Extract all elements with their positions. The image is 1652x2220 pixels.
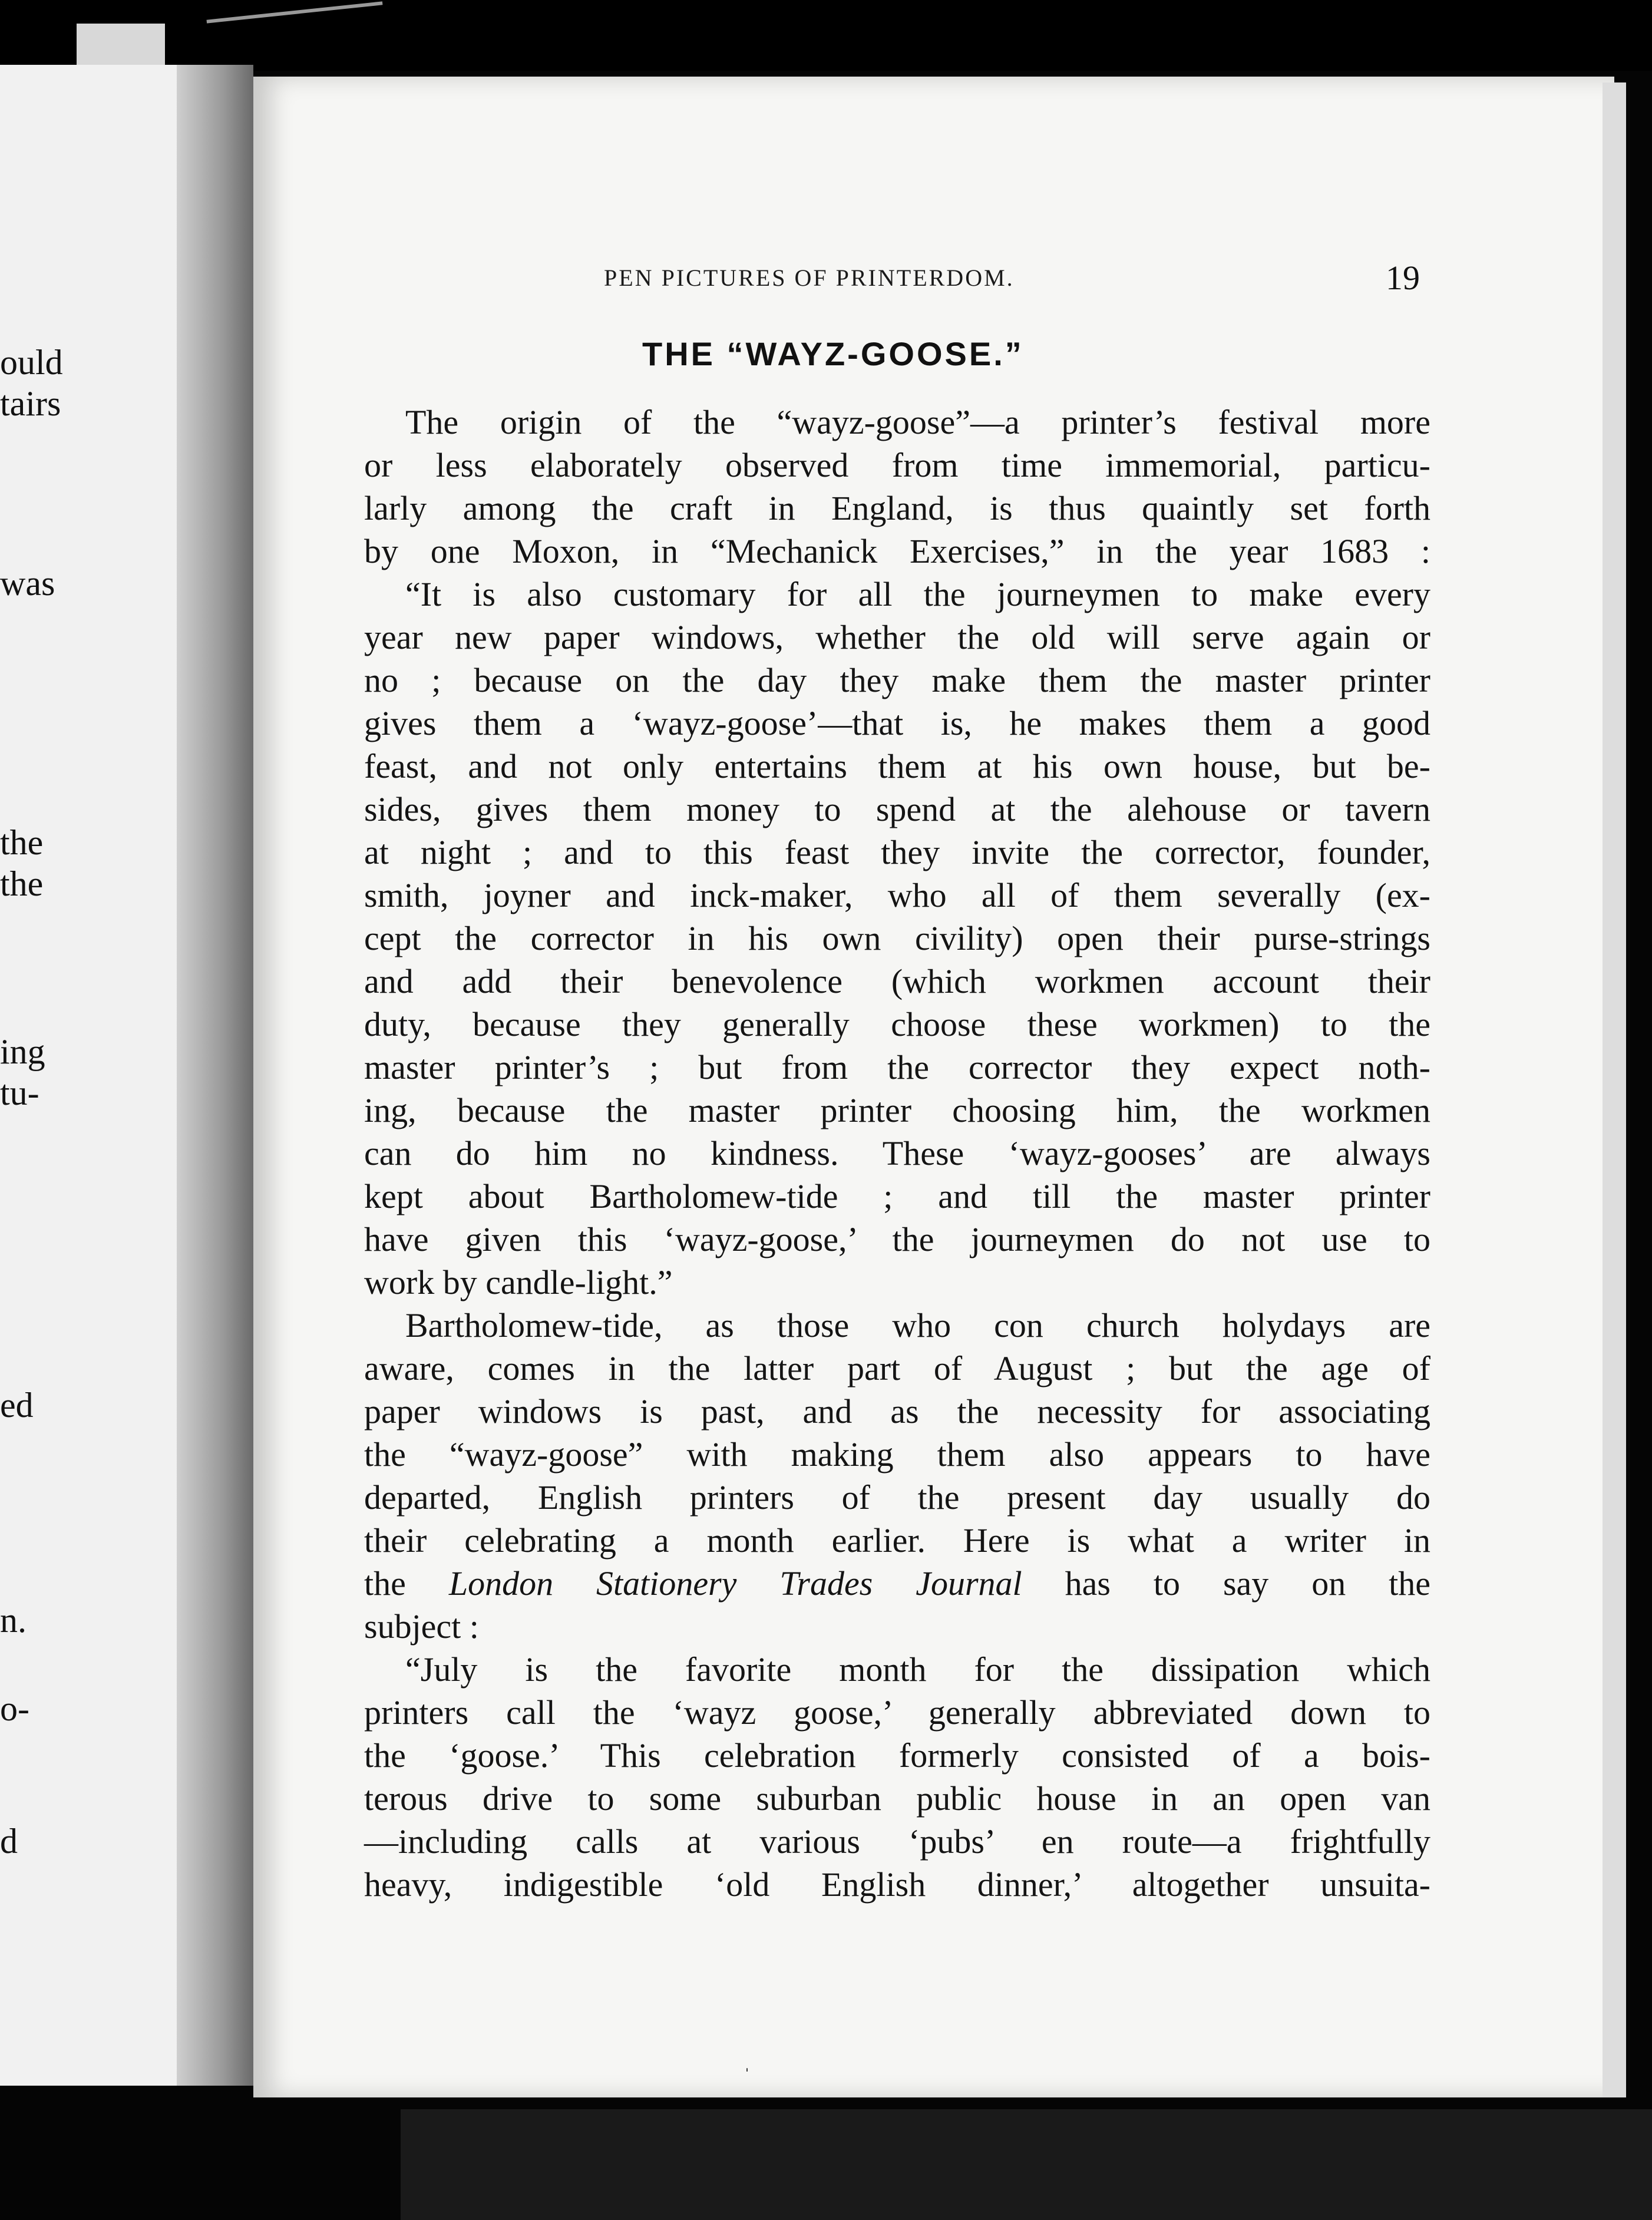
body-line: printers call the ‘wayz goose,’ generally abbreviated down to: [364, 1693, 1430, 1732]
body-line: heavy, indigestible ‘old English dinner,’ altogether unsuita-: [364, 1865, 1430, 1904]
left-page-fragment: tu-: [0, 1073, 39, 1112]
body-line: or less elaborately observed from time immemorial, particu-: [364, 446, 1430, 484]
body-line: can do him no kindness. These ‘wayz-gooses’ are always: [364, 1134, 1430, 1172]
body-line: cept the corrector in his own civility) open their purse-strings: [364, 919, 1430, 957]
stray-ink-mark: ˌ: [744, 2048, 751, 2072]
body-line: [364, 1562, 1430, 1605]
body-text: [364, 401, 1430, 1906]
left-page-fragment: was: [0, 564, 55, 603]
left-page-fragment: ould: [0, 343, 63, 382]
book-gutter: [177, 65, 253, 2086]
page-edge: [1603, 82, 1626, 2097]
left-page-fragment: n.: [0, 1601, 27, 1640]
body-line: have given this ‘wayz-goose,’ the journeymen do not use to: [364, 1220, 1430, 1258]
page-number: 19: [1386, 259, 1420, 297]
body-line: and add their benevolence (which workmen account their: [364, 962, 1430, 1000]
left-page-fragment: o-: [0, 1689, 29, 1728]
body-line: year new paper windows, whether the old will serve again or: [364, 618, 1430, 656]
body-line: duty, because they generally choose these workmen) to the: [364, 1005, 1430, 1043]
chapter-title: THE “WAYZ-GOOSE.”: [642, 335, 1024, 372]
left-page-fragment: the: [0, 864, 44, 903]
body-line: “It is also customary for all the journeymen to make every: [405, 575, 1430, 613]
body-line: the ‘goose.’ This celebration formerly consisted of a bois-: [364, 1736, 1430, 1775]
scan-bottom-border: [401, 2109, 1652, 2220]
body-line: their celebrating a month earlier. Here is what a writer in: [364, 1521, 1430, 1560]
body-line-text: has to say on the: [1022, 1564, 1431, 1603]
body-line: aware, comes in the latter part of August ; but the age of: [364, 1349, 1430, 1388]
body-line: terous drive to some suburban public house in an open van: [364, 1779, 1430, 1818]
body-line: at night ; and to this feast they invite the corrector, founder,: [364, 833, 1430, 871]
body-line: —including calls at various ‘pubs’ en route—a frightfully: [364, 1822, 1430, 1861]
left-page-fragment: ing: [0, 1032, 45, 1071]
left-page-fragment: the: [0, 823, 44, 862]
body-line: gives them a ‘wayz-goose’—that is, he makes them a good: [364, 704, 1430, 742]
running-head: PEN PICTURES OF PRINTERDOM.: [604, 265, 1015, 291]
body-line: master printer’s ; but from the corrector they expect noth-: [364, 1048, 1430, 1086]
body-line: by one Moxon, in “Mechanick Exercises,” in the year 1683 :: [364, 532, 1430, 570]
body-line: paper windows is past, and as the necessity for associating: [364, 1392, 1430, 1431]
body-line: sides, gives them money to spend at the alehouse or tavern: [364, 790, 1430, 828]
body-line: feast, and not only entertains them at his own house, but be-: [364, 747, 1430, 785]
body-line: kept about Bartholomew-tide ; and till the master printer: [364, 1177, 1430, 1215]
body-line: The origin of the “wayz-goose”—a printer’s festival more: [405, 403, 1430, 441]
journal-title-italic: London Stationery Trades Journal: [448, 1564, 1022, 1603]
body-line: Bartholomew-tide, as those who con church holydays are: [405, 1306, 1430, 1344]
body-line: larly among the craft in England, is thus quaintly set forth: [364, 489, 1430, 527]
body-line: subject :: [364, 1607, 479, 1646]
body-line: the “wayz-goose” with making them also appears to have: [364, 1435, 1430, 1474]
left-page-fragment: tairs: [0, 384, 61, 423]
body-line: work by candle-light.”: [364, 1263, 673, 1301]
body-line: departed, English printers of the present day usually do: [364, 1478, 1430, 1517]
body-line: smith, joyner and inck-maker, who all of them severally (ex-: [364, 876, 1430, 914]
left-facing-page: [0, 65, 194, 2086]
body-line: “July is the favorite month for the dissipation which: [405, 1650, 1430, 1689]
body-line-text: the: [364, 1564, 449, 1603]
body-line: no ; because on the day they make them the master printer: [364, 661, 1430, 699]
body-line: ing, because the master printer choosing him, the workmen: [364, 1091, 1430, 1129]
left-page-fragment: d: [0, 1822, 18, 1861]
scan-top-border: [0, 0, 1652, 71]
left-page-fragment: ed: [0, 1386, 34, 1425]
